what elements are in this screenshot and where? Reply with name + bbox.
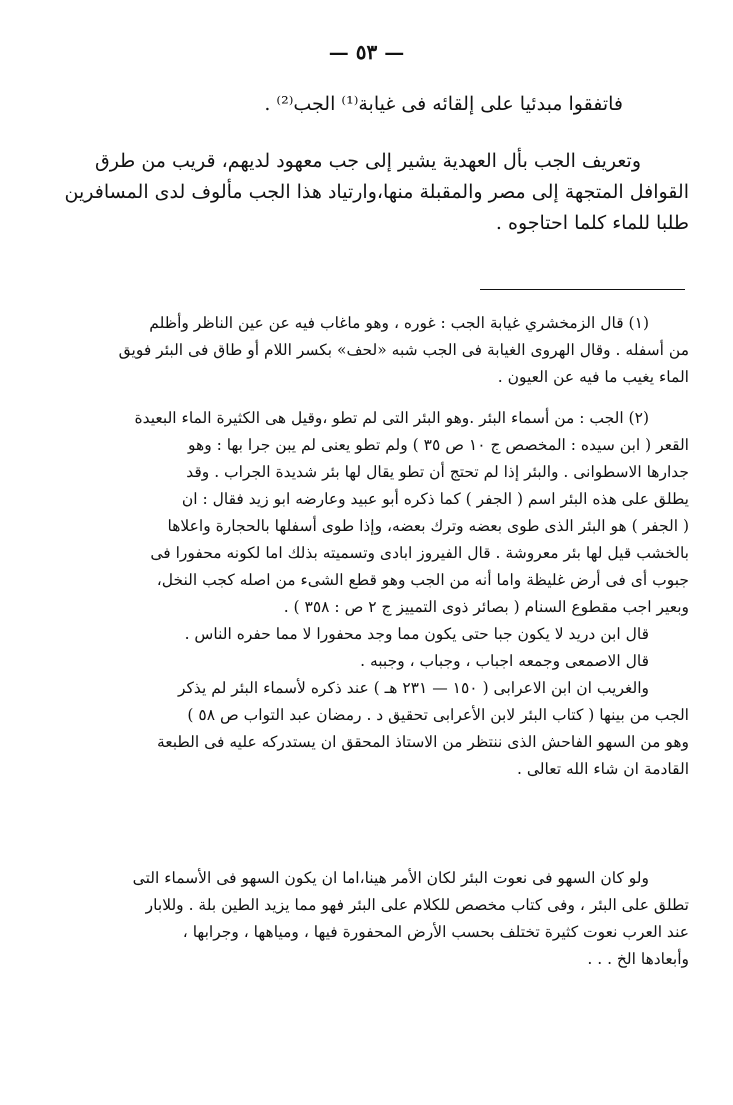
footnote-line: جدارها الاسطوانى . والبئر إذا لم تحتج أن تطو يقال لها بئر شديدة الجراب . وقد — [186, 463, 689, 481]
main-paragraph-1 — [264, 89, 623, 120]
footnote-line: بالخشب قيل لها بئر معروشة . قال الفيروز ابادى وتسميته بذلك اما لكونه محفورا فى — [150, 544, 689, 562]
footnote-line: يطلق على هذه البئر اسم ( الجفر ) كما ذكره أبو عبيد وعارضه ابو زيد فقال : ان — [181, 490, 689, 508]
main-paragraph-2 — [65, 146, 690, 239]
footnote-line: الماء يغيب ما فيه عن العيون . — [497, 368, 689, 386]
footnote-line: وبعير اجب مقطوع السنام ( بصائر ذوى التمييز ج ٢ ص : ٣٥٨ ) . — [283, 598, 689, 616]
text-line: طلبا للماء كلما احتاجوه . — [495, 212, 689, 234]
footnote-2-continuation — [133, 865, 689, 973]
footnote-line: من أسفله . وقال الهروى الغيابة فى الجب شبه «لحف» بكسر اللام أو طاق فى البئر فويق — [118, 341, 689, 359]
text-line: فاتفقوا مبدئيا على إلقائه فى غيابة⁽¹⁾ الجب⁽²⁾ . — [264, 93, 623, 115]
footnote-line: عند العرب نعوت كثيرة تختلف بحسب الأرض المحفورة فيها ، ومياهها ، وجرابها ، — [182, 923, 689, 941]
footnote-line: الجب من بينها ( كتاب البئر لابن الأعرابى تحقيق د . رمضان عبد التواب ص ٥٨ ) — [187, 706, 689, 724]
footnote-divider — [480, 289, 685, 290]
footnote-2 — [135, 405, 690, 783]
footnote-line: ولو كان السهو فى نعوت البئر لكان الأمر هينا،اما ان يكون السهو فى الأسماء التى — [132, 869, 649, 887]
footnote-line: قال الاصمعى وجمعه اجباب ، وجباب ، وجببه . — [360, 652, 649, 670]
footnote-1 — [119, 310, 689, 391]
footnote-line: القادمة ان شاء الله تعالى . — [517, 760, 689, 778]
footnote-line: قال ابن دريد لا يكون جبا حتى يكون مما وجد محفورا لا مما حفره الناس . — [184, 625, 649, 643]
footnote-line: ( الجفر ) هو البئر الذى طوى بعضه وترك بعضه، وإذا طوى أسفلها بالحجارة واعلاها — [167, 517, 689, 535]
footnote-line: جبوب أى فى أرض غليظة واما أنه من الجب وهو قطع الشىء من اصله كجب النخل، — [156, 571, 689, 589]
footnote-line: (١) قال الزمخشري غيابة الجب : غوره ، وهو ماغاب فيه عن عين الناظر وأظلم — [149, 314, 649, 332]
footnote-line: وأبعادها الخ . . . — [587, 950, 689, 968]
text-line: القوافل المتجهة إلى مصر والمقبلة منها،وارتياد هذا الجب مألوف لدى المسافرين — [64, 181, 689, 203]
page-number: — ٥٣ — — [328, 40, 405, 64]
footnote-line: (٢) الجب : من أسماء البئر .وهو البئر التى لم تطو ،وقيل هى الكثيرة الماء البعيدة — [134, 409, 649, 427]
footnote-line: والغريب ان ابن الاعرابى ( ١٥٠ — ٢٣١ هـ ) عند ذكره لأسماء البئر لم يذكر — [177, 679, 649, 697]
footnote-line: وهو من السهو الفاحش الذى ننتظر من الاستاذ المحقق ان يستدركه عليه فى الطبعة — [156, 733, 689, 751]
text-line: وتعريف الجب بأل العهدية يشير إلى جب معهود لديهم، قريب من طرق — [94, 150, 641, 172]
footnote-line: تطلق على البئر ، وفى كتاب مخصص للكلام على البئر فهو مما يزيد الطين بلة . وللابار — [145, 896, 689, 914]
footnote-line: القعر ( ابن سيده : المخصص ج ١٠ ص ٣٥ ) ولم تطو يعنى لم يبن جرا بها : وهو — [188, 436, 689, 454]
